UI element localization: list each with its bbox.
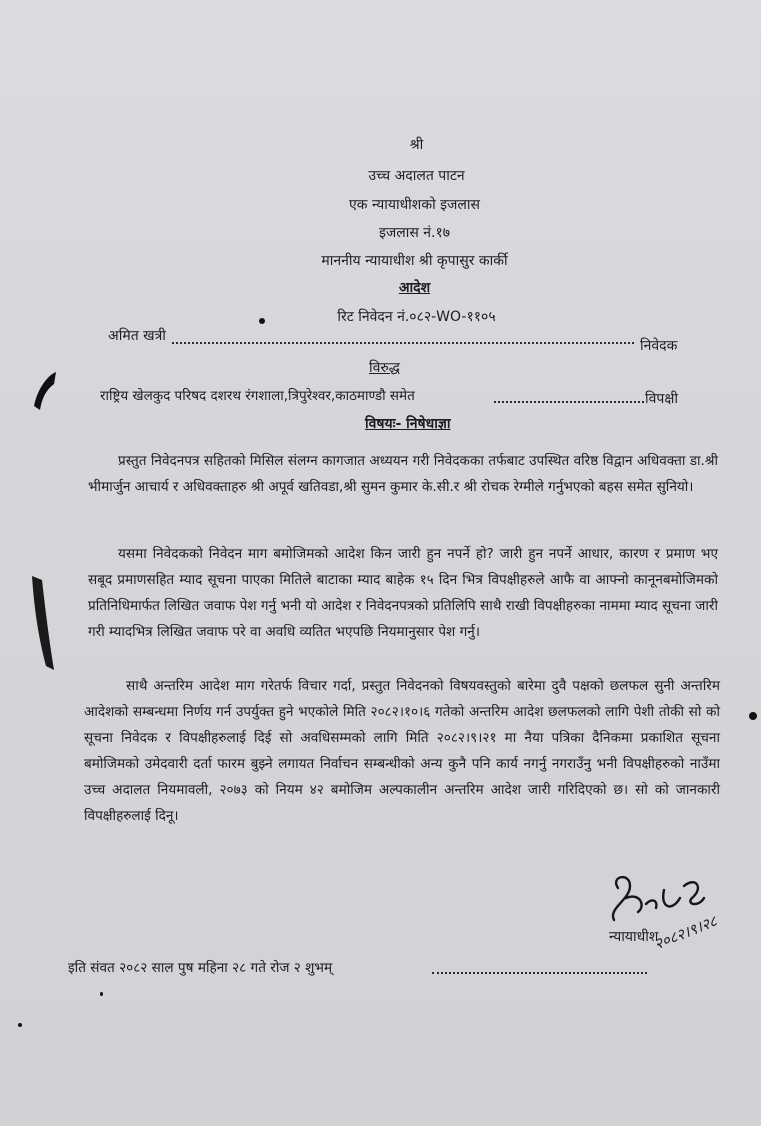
judge-name: माननीय न्यायाधीश श्री कृपासुर कार्की xyxy=(321,253,508,269)
footer-dotted-line xyxy=(432,972,647,974)
petitioner-label: निवेदक xyxy=(640,338,678,354)
scan-mark xyxy=(20,366,60,686)
shree-heading: श्री xyxy=(409,137,424,153)
paragraph-interim-order xyxy=(84,673,720,829)
paragraph-show-cause-text: यसमा निवेदकको निवेदन माग बमोजिमको आदेश किन जारी हुन नपर्ने हो? जारी हुन नपर्ने आधार, कारण र प्रमाण भए सबूद प्रमाणसहित म्याद सूचना पाएका मितिले बाटाका म्याद बाहेक १५ दिन भित्र विपक्षीहरुले आफै वा आफ्नो कानूनबमोजिमको प्रतिनिधिमार्फत लिखित जवाफ पेश गर्नु भनी यो आदेश र निवेदनपत्रको प्रतिलिपि साथै राखी विपक्षीहरुका नाममा म्याद सूचना जारी गरी म्यादभित्र लिखित जवाफ परे वा अवधि व्यतित भएपछि नियमानुसार पेश गर्नु। xyxy=(88,546,718,640)
petitioner-name: अमित खत्री xyxy=(108,328,166,344)
court-name: उच्च अदालत पाटन xyxy=(368,168,465,184)
signature-date: २०८२।९।२८ xyxy=(651,911,720,954)
scan-dot xyxy=(749,712,757,720)
bench-name: एक न्यायाधीशको इजलास xyxy=(349,197,480,213)
respondent-label: विपक्षी xyxy=(645,391,679,407)
paragraph-hearing xyxy=(88,448,718,500)
footer-date-line: इति संवत २०८२ साल पुष महिना २८ गते रोज २ शुभम् xyxy=(68,960,333,976)
subject-line: विषयः- निषेधाज्ञा xyxy=(365,416,451,432)
respondent-name: राष्ट्रिय खेलकुद परिषद दशरथ रंगशाला,त्रिपुरेश्वर,काठमाण्डौ समेत xyxy=(100,388,415,404)
signature-title: न्यायाधीश xyxy=(609,929,659,945)
paragraph-show-cause xyxy=(88,541,718,645)
paragraph-hearing-text: प्रस्तुत निवेदनपत्र सहितको मिसिल संलग्न कागजात अध्ययन गरी निवेदकका तर्फबाट उपस्थित वरिष्ठ विद्वान अधिवक्ता डा.श्री भीमार्जुन आचार्य र अधिवक्ताहरु श्री अपूर्व खतिवडा,श्री सुमन कुमार के.सी.र श्री रोचक रेग्मीले गर्नुभएको बहस समेत सुनियो। xyxy=(88,453,718,495)
scan-dot xyxy=(18,1023,22,1027)
writ-number: रिट निवेदन नं.०८२-WO-११०५ xyxy=(337,309,496,325)
scan-dot xyxy=(100,992,103,996)
respondent-dotted-line xyxy=(494,401,644,403)
versus-heading: विरुद्ध xyxy=(369,360,400,376)
paragraph-interim-order-text: साथै अन्तरिम आदेश माग गरेतर्फ विचार गर्दा, प्रस्तुत निवेदनको विषयवस्तुको बारेमा दुवै पक्षको छलफल सुनी अन्तरिम आदेशको सम्बन्धमा निर्णय गर्न उपर्युक्त हुने भएकोले मिति २०८२।१०।६ गतेको अन्तरिम आदेश छलफलको लागि पेशी तोकी सो को सूचना निवेदक र विपक्षीहरुलाई दिई सो अवधिसम्मको लागि मिति २०८२।९।२१ मा नैया पत्रिका दैनिकमा प्रकाशित सूचना बमोजिमको उमेदवारी दर्ता फारम बुझ्ने लगायत निर्वाचन सम्बन्धीको अन्य कुनै पनि कार्य नगर्नु नगराउँनु भनी विपक्षीहरुको नाउँमा उच्च अदालत नियमावली, २०७३ को नियम ४२ बमोजिम अल्पकालीन अन्तरिम आदेश जारी गरिदिएको छ। सो को जानकारी विपक्षीहरुलाई दिनू। xyxy=(84,678,720,824)
order-title: आदेश xyxy=(398,280,431,296)
petitioner-dotted-line xyxy=(172,342,634,344)
scan-dot xyxy=(259,318,265,324)
bench-number: इजलास नं.१७ xyxy=(378,225,451,241)
